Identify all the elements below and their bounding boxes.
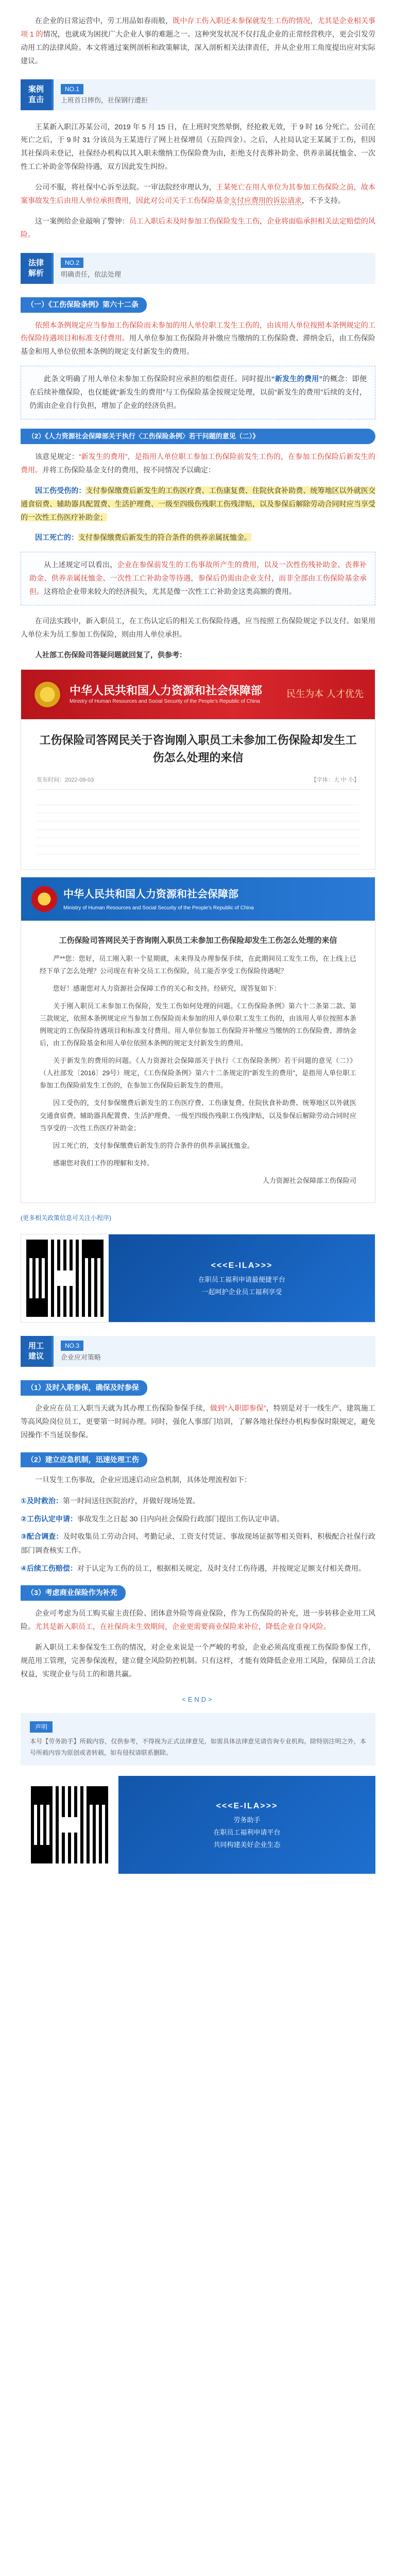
ministry-name-en: Ministry of Human Resources and Social Security of the People's Republic of China — [63, 905, 254, 911]
case-paragraph: 王某新入职江苏某公司，2019 年 5 月 15 日，在上班时突然晕倒，经抢救无效，于 9 时 16 分死亡。公司在死亡之后，于 9 时 31 分该员为王某进行了网上社保增员（五险四金）。之后，人社局认定王某属于工伤，但因其社保尚未登记，社保经办机构以其入职未缴纳工伤保险费为由，拒绝支付丧葬补助金、供养亲属抚恤金、一次性工亡补助金等保险待遇，双方因此发生纠纷。 — [21, 122, 375, 171]
tip-paragraph: 企业应在员工入职当天就为其办理工伤保险参保手续，做到“入职即参保”，特别是对于一线生产、建筑施工等高风险岗位员工，更要第一时间办理。同时，强化人事部门培训，了解各地社保经办机构参保时限规定，避免因操作不当延误参保。 — [21, 1403, 376, 1439]
doc-date: 发布时间：2022-09-03 — [37, 776, 94, 783]
gov-banner — [21, 670, 375, 719]
list-item: ①及时救治：第一时间送往医院治疗，并做好现场处置。 — [21, 1497, 200, 1505]
intro-paragraph: 在企业的日常运营中，劳工用品如春雨般，既中存工伤入职还未参保就发生工伤的情况，尤其是企业相关事项 1 的情况，也就成为困扰广大企业人事的难题之一。这种突发状况不仅打乱企业的正常经营秩序，更会引发劳动用工的法律风险。本文将通过案例剖析和政策解读，深入剖析相关法律责任，并从企业用工角度提出应对实际建议。 — [21, 16, 376, 65]
case-paragraph: 这一案例给企业敲响了警钟：员工入职后未及时参加工伤保险发生工伤，企业将面临承担相关法定赔偿的风险。 — [21, 216, 376, 239]
doc-paragraph: 感谢您对我们工作的理解和支持。 — [53, 1159, 154, 1167]
doc-paragraph: 您好！感谢您对人力资源社会保障工作的关心和支持。经研究，现答复如下： — [53, 985, 281, 993]
section-info — [51, 253, 375, 284]
closing-paragraph: 新入职员工未参保发生工伤的情况，对企业来说是一个严峻的考验，企业必须高度重视工伤保险参保工作，规范用工管理，完善参保流程，建立健全风险防控机制。只有这样，才能有效降低企业用工风险，保障员工合法权益，实现企业与员工的和谐共赢。 — [21, 1642, 375, 1678]
law-paragraph: 因工死亡的：支付参保缴费后新发生的符合条件的供养亲属抚恤金。 — [35, 533, 251, 542]
qr-code[interactable] — [21, 1776, 118, 1874]
section-header-tips — [21, 1336, 375, 1367]
gov-banner — [21, 877, 375, 921]
law-paragraph: 从上述规定可以看出，企业在参保前发生的工伤事故所产生的费用，以及一次性伤残补助金、丧葬补助金、供养亲属抚恤金、一次性工亡补助金等待遇，参保后仍需由企业支付，而非全部由工伤保险基金承担。这将给企业带来较大的经济损失，尤其是像一次性工亡补助金这类高额的费用。 — [29, 561, 367, 596]
section-number-badge: NO.3 — [61, 1341, 83, 1351]
footer-line: 共同构建美好企业生态 — [213, 1841, 281, 1849]
tip-title: （1）及时入职参保，确保及时参保 — [21, 1380, 147, 1396]
end-marker: <END> — [182, 1695, 214, 1703]
national-emblem-icon — [32, 680, 62, 709]
ministry-name: 中华人民共和国人力资源和社会保障部 — [70, 684, 263, 698]
tip-paragraph: 企业可考虑为员工购买雇主责任险、团体意外险等商业保险，作为工伤保险的补充，进一步转移企业用工风险。尤其是新入职员工，在社保尚未生效期间，企业更需要商业保险来补位，降低企业自身风险。 — [21, 1609, 375, 1631]
footer-line: 劳务助手 — [233, 1816, 261, 1824]
list-item: ②工伤认定申请：事故发生之日起 30 日内向社会保险行政部门提出工伤认定申请。 — [21, 1514, 284, 1523]
section-info — [51, 1336, 375, 1367]
doc-title: 工伤保险司答网民关于咨询刚入职员工未参加工伤保险却发生工伤怎么处理的来信 — [59, 936, 337, 945]
doc-paragraph: 因工死亡的，支付参保缴费后新发生的符合条件的供养亲属抚恤金。 — [53, 1141, 254, 1149]
footer-text — [118, 1776, 375, 1874]
law-paragraph: 此条文明确了用人单位未参加工伤保险时应承担的赔偿责任。同时提出“新发生的费用”的概念：即便在后续补缴保险，也仅能就“新发生的费用”与工伤保险基金按规定处理，以前“新发生的费用”后续的支付，仍需由企业自行负担，增加了企业的经济负担。 — [29, 375, 367, 410]
qr-code[interactable] — [21, 1234, 109, 1322]
doc-meta — [37, 775, 359, 790]
explanation-box — [21, 366, 375, 419]
footer-brand: <<<E-ILA>>> — [216, 1802, 278, 1811]
doc-paragraph: 关于刚入职员工未参加工伤保险，发生工伤如何处理的问题。《工伤保险条例》第六十二条第二款、第三款规定，依照本条例规定应当参加工伤保险而未参加的用人单位职工发生工伤的，由该用人单位按照本条例规定的工伤保险待遇项目和标准支付费用。用人单位参加工伤保险并补缴应当缴纳的工伤保险费、滞纳金后，由工伤保险基金和用人单位依照本条例的规定支付新发生的费用。 — [40, 1002, 356, 1047]
gov-doc-screenshot — [21, 669, 375, 870]
steps-list — [21, 1494, 375, 1575]
law-paragraph: 该意见规定：“新发生的费用”，是指用人单位职工参加工伤保险前发生工伤的，在参加工伤保险后新发生的费用。并将工伤保险基金支付的费用，按不同情况予以确定： — [21, 452, 375, 474]
promo-line: 一起呵护企业员工福利享受 — [201, 1287, 282, 1296]
doc-title: 工伤保险司答网民关于咨询刚入职员工未参加工伤保险却发生工伤怎么处理的来信 — [39, 733, 357, 764]
tip-paragraph: 一旦发生工伤事故，企业应迅速启动应急机制，具体处理流程如下： — [35, 1476, 251, 1484]
section-subtitle: 明确责任，依法处理 — [61, 270, 122, 278]
law-paragraph: 在司法实践中，新入职员工，在工伤认定后的相关工伤保险待遇，应当按照工伤保险规定予以支付。如果用人单位未为员工参加工伤保险，则由用人单位承担。 — [21, 616, 375, 638]
law-paragraph: 因工伤受伤的：支付参保缴费后新发生的工伤医疗费、工伤康复费、住院伙食补助费、统筹地区以外就医交通食宿费、辅助器具配置费、生活护理费、一级至四级伤残职工伤残津贴，以及参保后解除劳动合同时应当享受的一次性工伤医疗补助金； — [21, 486, 376, 521]
doc-content — [21, 719, 375, 869]
doc-paragraph: 关于新发生的费用的问题。《人力资源社会保障部关于执行〈工伤保险条例〉若干问题的意见（二）》（人社部发〔2016〕29号）规定，《工伤保险条例》第六十二条规定的“新发生的费用”，是指用人单位职工参加工伤保险前发生工伤的，在参加工伤保险后新发生的费用。 — [40, 1057, 356, 1090]
section-tag: 案例 直击 — [21, 79, 51, 110]
disclaimer — [21, 1713, 375, 1766]
caption: (更多相关政策信息可关注小程序) — [21, 1214, 111, 1222]
section-subtitle: 上班首日摔伤，社保钢行遭拒 — [61, 96, 148, 105]
doc-text-placeholder — [37, 797, 359, 859]
gov-doc-screenshot-2 — [21, 877, 375, 1203]
doc-intro: 人社部工伤保险司答疑问题就回复了，供参考： — [35, 650, 186, 659]
qr-code-icon — [26, 1240, 104, 1317]
disclaimer-title: 声明 — [30, 1721, 53, 1733]
tip-title: （3）考虑商业保险作为补充 — [21, 1585, 126, 1601]
section-subtitle: 企业应对策略 — [61, 1353, 101, 1361]
national-emblem-icon — [31, 886, 57, 912]
ministry-slogan: 民生为本 人才优先 — [286, 689, 364, 700]
doc-signoff: 人力资源社会保障部工伤保险司 — [262, 1176, 356, 1184]
rule-title: （一）《工伤保险条例》第六十二条 — [21, 297, 147, 313]
qr-promo-card — [21, 1234, 375, 1323]
ministry-name-en: Ministry of Human Resources and Social Security of the People's Republic of China — [70, 698, 260, 704]
section-tag: 法律 解析 — [21, 253, 51, 284]
font-size-control[interactable]: 【字体：大 中 小】 — [311, 776, 359, 783]
qr-code-icon — [31, 1786, 108, 1863]
section-number-badge: NO.2 — [61, 258, 83, 268]
promo-text — [109, 1234, 375, 1322]
list-item: ③配合调查：及时收集员工劳动合同、考勤记录、工资支付凭证、事故现场证据等相关资料，积极配合社保行政部门调查核实工作。 — [21, 1532, 375, 1555]
explanation-box — [21, 552, 375, 605]
doc-paragraph: 因工受伤的，支付参保缴费后新发生的工伤医疗费、工伤康复费、住院伙食补助费、统筹地区以外就医交通食宿费、辅助器具配置费、生活护理费、一级至四级伤残职工伤残津贴，以及参保后解除劳动合同时应当享受的一次性工伤医疗补助金； — [40, 1099, 356, 1132]
section-number-badge: NO.1 — [61, 84, 83, 94]
law-paragraph: 依照本条例规定应当参加工伤保险而未参加的用人单位职工发生工伤的，由该用人单位按照本条例规定的工伤保险待遇项目和标准支付费用。用人单位参加工伤保险并补缴应当缴纳的工伤保险费、滞纳金后，由工伤保险基金和用人单位依照本条例的规定支付新发生的费用。 — [21, 320, 375, 356]
section-tag: 用工 建议 — [21, 1336, 51, 1367]
promo-brand: <<<E-ILA>>> — [211, 1261, 273, 1270]
section-header-case — [21, 79, 375, 110]
footer-qr-card — [21, 1776, 375, 1874]
tip-title: （2）建立应急机制，迅速处理工伤 — [21, 1452, 147, 1468]
section-info — [51, 79, 375, 110]
list-item: ④后续工伤赔偿：对于认定为工伤的员工，根据相关规定，及时支付工伤待遇，并按规定足额支付相关费用。 — [21, 1564, 366, 1572]
disclaimer-text: 本号【劳务助手】所载内容，仅供参考，不得视为正式法律意见，如需具体法律意见请咨询专业机构。除特别注明之外，本号所载内容为原创或者转载，如有侵权请联系删除。 — [30, 1737, 366, 1757]
doc-content — [21, 921, 375, 1202]
section-header-law — [21, 253, 375, 284]
promo-line: 在职员工福利申请最便捷平台 — [198, 1275, 285, 1283]
doc-paragraph: 严**您：您好，员工刚入职一个星期就，未来得及办理参保手续，在此期间员工发生工伤，在上线上已经下单了怎么处理？公司现在有补交员工工伤保险，员工能否享受工伤保险待遇呢？ — [40, 955, 356, 975]
rule-title: （2）《人力资源社会保障部关于执行〈工伤保险条例〉若干问题的意见（二）》 — [21, 429, 375, 444]
case-paragraph: 公司不服，将社保中心诉至法院。一审法院经审理认为，王某死亡在用人单位为其参加工伤保险之前，故本案事故发生后由用人单位承担费用，因此对公司关于工伤保险基金支付应费用的诉讼请求，不予支持。 — [21, 183, 376, 205]
ministry-name: 中华人民共和国人力资源和社会保障部 — [63, 888, 238, 901]
footer-line: 在职员工福利申请平台 — [213, 1828, 281, 1836]
